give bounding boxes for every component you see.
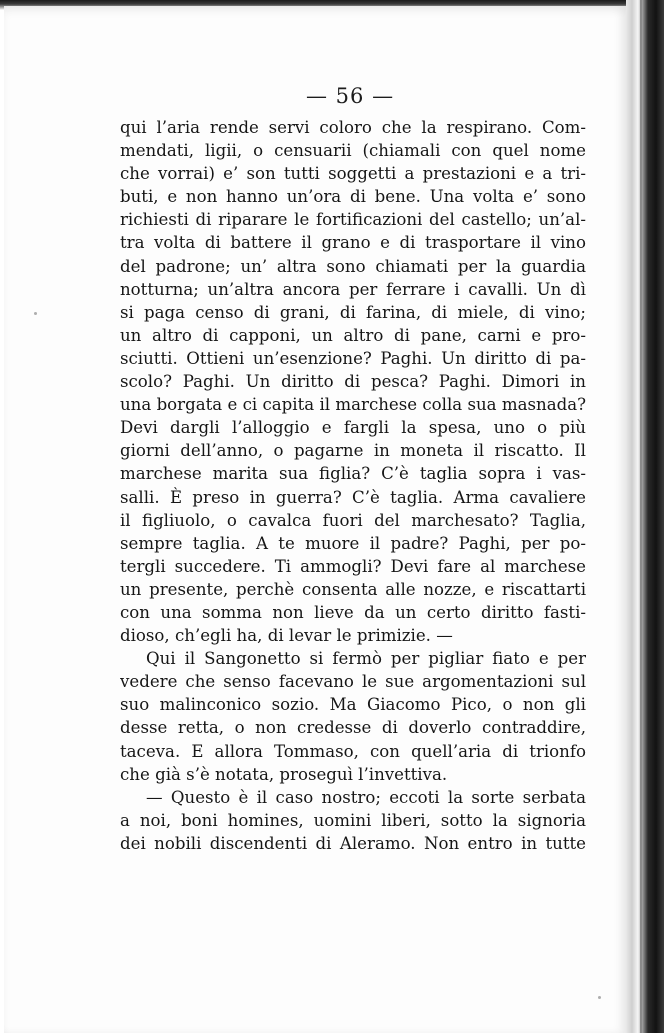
body-text (120, 116, 586, 855)
text-line: un altro di capponi, un altro di pane, carni e pro- (120, 325, 586, 345)
text-line: dei nobili discendenti di Aleramo. Non entro in tutte (120, 833, 586, 853)
paper-speck (34, 312, 37, 315)
text-line: con una somma non lieve da un certo diritto fasti- (120, 602, 586, 622)
text-line: buti, e non hanno un’ora di bene. Una volta e’ sono (120, 187, 586, 207)
text-line: scolo? Paghi. Un diritto di pesca? Paghi. Dimori in (120, 372, 586, 392)
text-line: che vorrai) e’ son tutti soggetti a prestazioni e a tri- (120, 164, 586, 184)
text-line: tergli succedere. Ti ammogli? Devi fare al marchese (120, 556, 586, 576)
gutter-fold-line (640, 0, 642, 1033)
text-line: il figliuolo, o cavalca fuori del marchesato? Taglia, (120, 510, 586, 530)
page-number: — 56 — (306, 84, 395, 108)
text-line: a noi, boni homines, uomini liberi, sotto la signoria (120, 810, 586, 830)
text-line: sempre taglia. A te muore il padre? Paghi, per po- (120, 533, 586, 553)
text-line: taceva. E allora Tommaso, con quell’aria di trionfo (120, 741, 586, 761)
text-line: qui l’aria rende servi coloro che la respirano. Com- (120, 118, 586, 137)
text-line: tra volta di battere il grano e di trasportare il vino (120, 233, 586, 253)
text-line: desse retta, o non credesse di doverlo contraddire, (120, 718, 586, 738)
text-line: vedere che senso facevano le sue argomentazioni sul (120, 672, 586, 692)
text-line: un presente, perchè consenta alle nozze, e riscattarti (120, 579, 586, 599)
text-line: sciutti. Ottieni un’esenzione? Paghi. Un diritto di pa- (120, 348, 586, 368)
text-line: una borgata e ci capita il marchese colla sua masnada? (120, 395, 586, 415)
text-line: Qui il Sangonetto si fermò per pigliar fiato e per (146, 649, 586, 669)
text-line: giorni dell’anno, o pagarne in moneta il riscatto. Il (120, 441, 586, 461)
text-line: mendati, ligii, o censuarii (chiamali con quel nome (120, 141, 586, 161)
text-line: si paga censo di grani, di farina, di miele, di vino; (120, 302, 586, 322)
text-line: richiesti di riparare le fortificazioni del castello; un’al- (120, 210, 586, 230)
text-line: salli. È preso in guerra? C’è taglia. Arma cavaliere (120, 487, 586, 507)
text-line: che già s’è notata, proseguì l’invettiva. (120, 764, 448, 784)
text-line: notturna; un’altra ancora per ferrare i cavalli. Un dì (120, 279, 586, 299)
text-line: del padrone; un’ altra sono chiamati per la guardia (120, 256, 586, 276)
text-line: dioso, ch’egli ha, di levar le primizie. — (120, 626, 453, 646)
text-line: — Questo è il caso nostro; eccoti la sorte serbata (146, 787, 586, 807)
paper-speck (598, 996, 601, 999)
text-line: suo malinconico sozio. Ma Giacomo Pico, o non gli (120, 695, 586, 715)
text-line: marchese marita sua figlia? C’è taglia sopra i vas- (120, 464, 586, 484)
book-gutter (626, 0, 664, 1033)
text-line: Devi dargli l’alloggio e fargli la spesa, uno o più (120, 418, 586, 438)
